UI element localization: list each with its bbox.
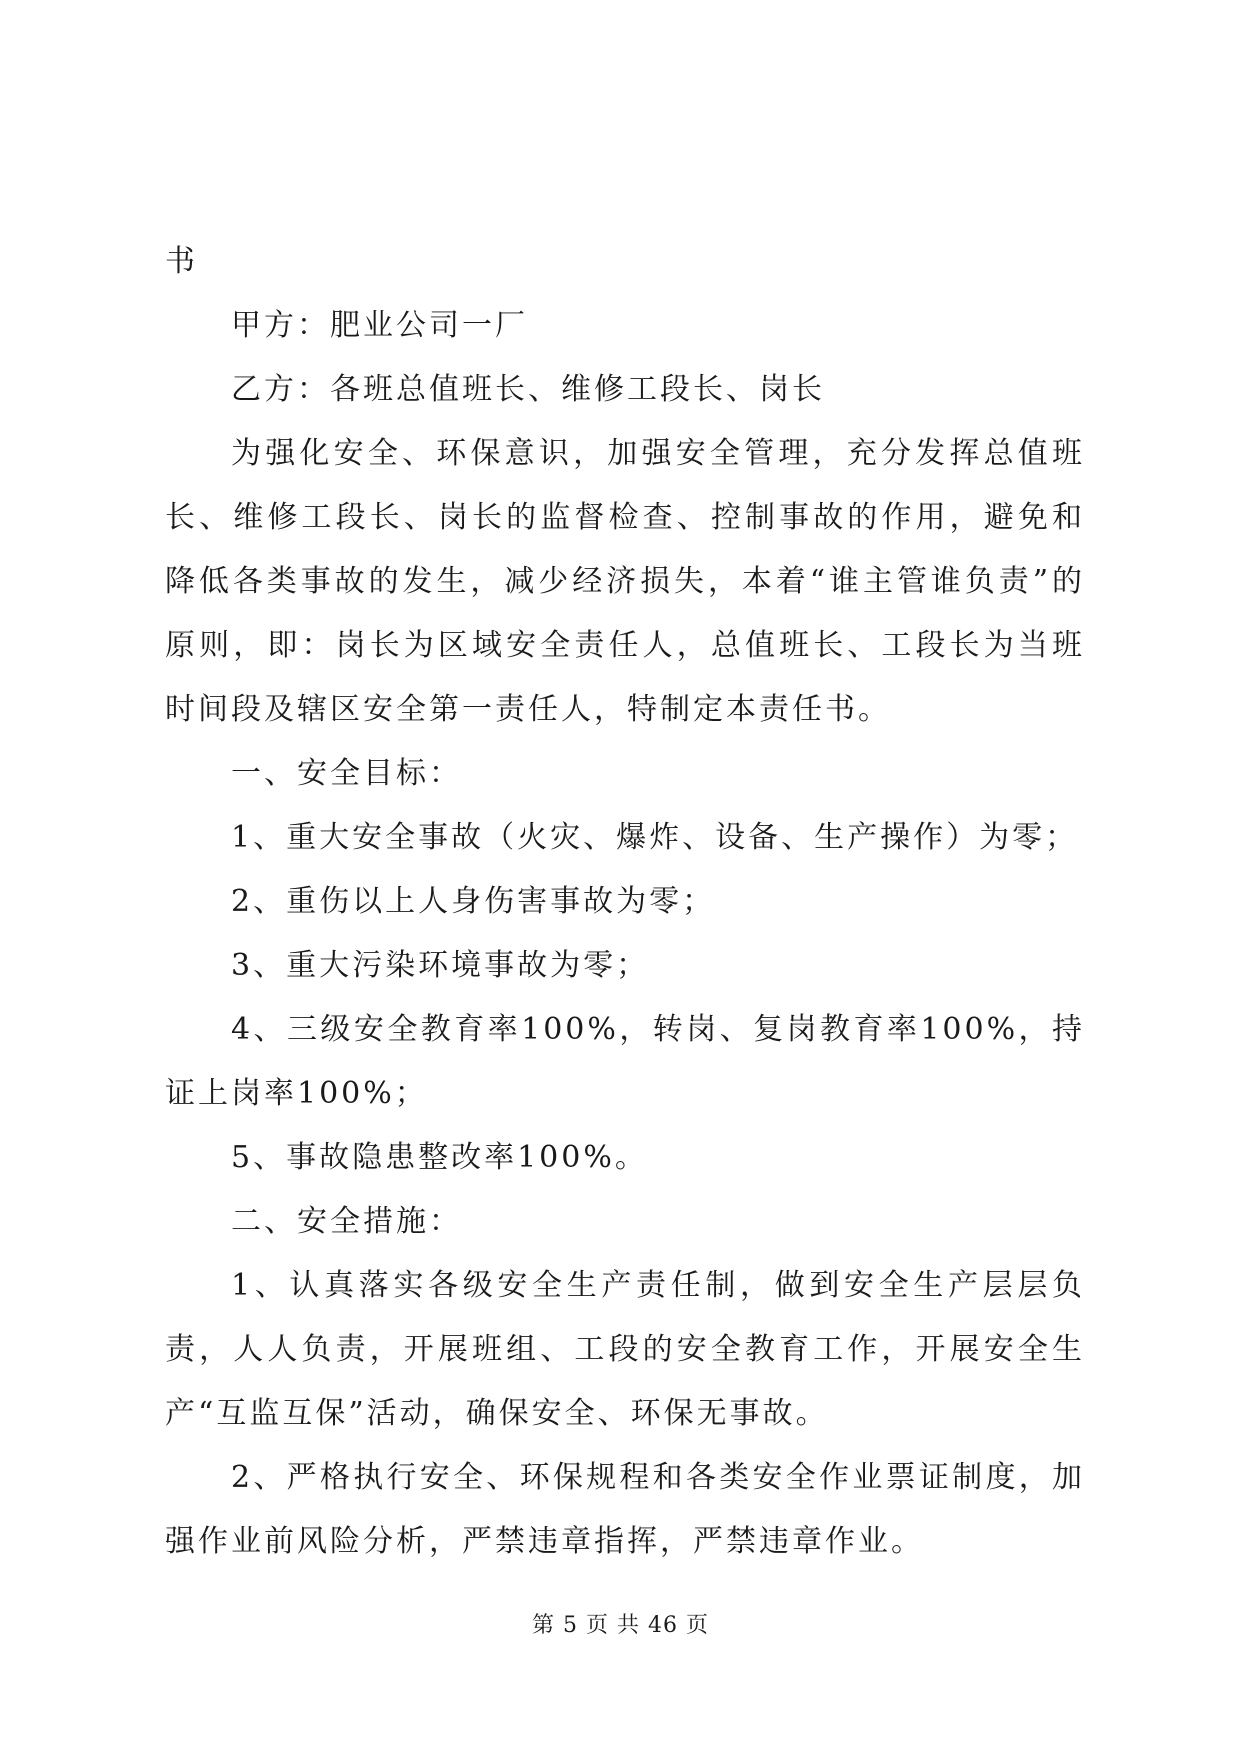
section-heading-safety-measures: 二、安全措施：	[231, 1204, 462, 1239]
document-body	[165, 230, 1085, 1574]
party-a-line: 甲方：肥业公司一厂	[231, 308, 528, 343]
section-heading-safety-goals: 一、安全目标：	[231, 756, 462, 791]
page-footer: 第 5 页 共 46 页	[532, 1613, 709, 1638]
goal-item-1: 1、重大安全事故（火灾、爆炸、设备、生产操作）为零；	[231, 820, 1079, 855]
measure-item-1: 1、认真落实各级安全生产责任制，做到安全生产层层负责，人人负责，开展班组、工段的安全教育工作，开展安全生产“互监互保”活动，确保安全、环保无事故。	[165, 1268, 1085, 1431]
goal-item-2: 2、重伤以上人身伤害事故为零；	[231, 884, 716, 919]
party-b-line: 乙方：各班总值班长、维修工段长、岗长	[231, 372, 825, 407]
paragraph-continuation: 书	[165, 244, 198, 279]
measure-item-2: 2、严格执行安全、环保规程和各类安全作业票证制度，加强作业前风险分析，严禁违章指挥，严禁违章作业。	[165, 1460, 1085, 1559]
goal-item-4: 4、三级安全教育率100%，转岗、复岗教育率100%，持证上岗率100%；	[165, 1012, 1085, 1111]
preamble-paragraph: 为强化安全、环保意识，加强安全管理，充分发挥总值班长、维修工段长、岗长的监督检查、控制事故的作用，避免和降低各类事故的发生，减少经济损失，本着“谁主管谁负责”的原则，即：岗长为区域安全责任人，总值班长、工段长为当班时间段及辖区安全第一责任人，特制定本责任书。	[165, 436, 1085, 727]
goal-item-3: 3、重大污染环境事故为零；	[231, 948, 650, 983]
goal-item-5: 5、事故隐患整改率100%。	[231, 1140, 648, 1175]
